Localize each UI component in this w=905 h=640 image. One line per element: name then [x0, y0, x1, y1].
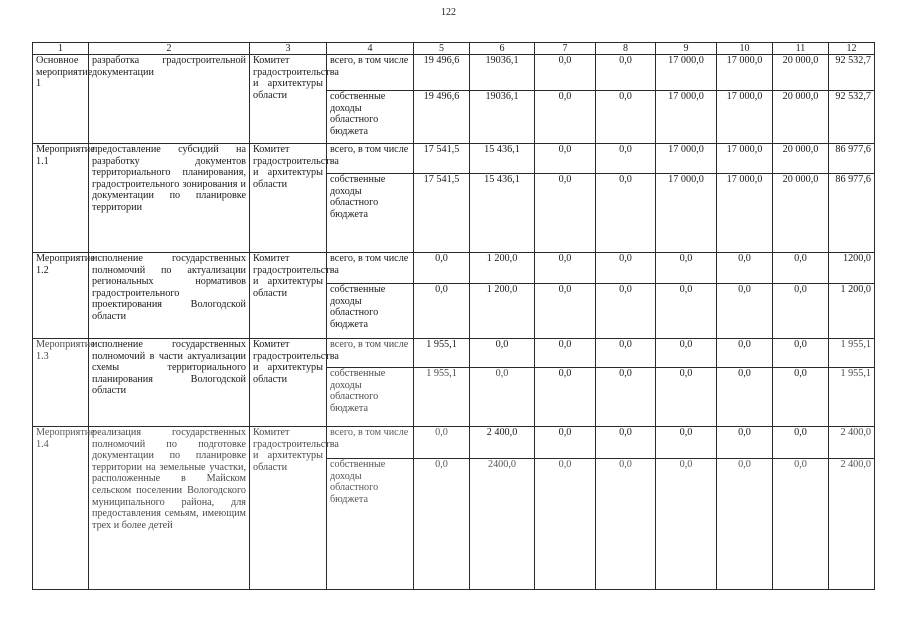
value-cell: 86 977,6 [829, 144, 875, 174]
value-cell: 0,0 [535, 339, 596, 368]
value-cell: 0,0 [414, 284, 470, 339]
executor-cell: Комитет градостроительства и архитектуры области [250, 427, 327, 590]
value-cell: 0,0 [773, 339, 829, 368]
description-cell: предоставление субсидий на разработку документов территориального планирования, градостроительного зонирования и документации по планировке территории [89, 144, 250, 253]
value-cell: 2 400,0 [470, 427, 535, 459]
table-row [33, 339, 875, 368]
value-cell: 19 496,6 [414, 91, 470, 144]
value-cell: 17 000,0 [717, 174, 773, 253]
value-cell: 92 532,7 [829, 55, 875, 91]
source-cell: собственные доходы областного бюджета [327, 459, 414, 590]
value-cell: 0,0 [414, 427, 470, 459]
value-cell: 17 000,0 [656, 91, 717, 144]
value-cell: 17 541,5 [414, 144, 470, 174]
value-cell: 17 000,0 [656, 55, 717, 91]
value-cell: 0,0 [535, 284, 596, 339]
column-number: 1 [33, 43, 89, 55]
column-number: 10 [717, 43, 773, 55]
value-cell: 0,0 [535, 368, 596, 427]
value-cell: 15 436,1 [470, 144, 535, 174]
value-cell: 0,0 [596, 55, 656, 91]
column-number: 2 [89, 43, 250, 55]
value-cell: 17 000,0 [656, 174, 717, 253]
value-cell: 0,0 [596, 284, 656, 339]
value-cell: 0,0 [596, 253, 656, 284]
value-cell: 0,0 [470, 368, 535, 427]
value-cell: 0,0 [773, 368, 829, 427]
source-cell: всего, в том числе [327, 339, 414, 368]
activity-cell: Мероприятие 1.4 [33, 427, 89, 590]
column-number: 7 [535, 43, 596, 55]
source-cell: всего, в том числе [327, 427, 414, 459]
value-cell: 0,0 [535, 55, 596, 91]
value-cell: 0,0 [535, 174, 596, 253]
description-cell: исполнение государственных полномочий в части актуализации схемы территориального планирования Вологодской области [89, 339, 250, 427]
source-cell: собственные доходы областного бюджета [327, 368, 414, 427]
value-cell: 20 000,0 [773, 91, 829, 144]
value-cell: 0,0 [717, 459, 773, 590]
column-number: 12 [829, 43, 875, 55]
value-cell: 0,0 [656, 368, 717, 427]
value-cell: 20 000,0 [773, 174, 829, 253]
value-cell: 0,0 [535, 144, 596, 174]
value-cell: 0,0 [470, 339, 535, 368]
value-cell: 86 977,6 [829, 174, 875, 253]
value-cell: 0,0 [717, 427, 773, 459]
column-number: 3 [250, 43, 327, 55]
value-cell: 17 000,0 [717, 144, 773, 174]
column-number: 5 [414, 43, 470, 55]
value-cell: 0,0 [535, 427, 596, 459]
value-cell: 19 496,6 [414, 55, 470, 91]
activity-cell: Мероприятие 1.3 [33, 339, 89, 427]
value-cell: 0,0 [717, 253, 773, 284]
value-cell: 17 000,0 [717, 55, 773, 91]
value-cell: 2 400,0 [829, 427, 875, 459]
value-cell: 0,0 [414, 459, 470, 590]
value-cell: 1 955,1 [414, 368, 470, 427]
value-cell: 0,0 [596, 339, 656, 368]
value-cell: 0,0 [596, 368, 656, 427]
source-cell: всего, в том числе [327, 55, 414, 91]
executor-cell: Комитет градостроительства и архитектуры области [250, 55, 327, 144]
source-cell: всего, в том числе [327, 253, 414, 284]
description-cell: реализация государственных полномочий по подготовке документации по планировке территории на земельные участки, расположенные в Майском сельском поселении Вологодского муниципального района, для предоставления семьям, имеющим трех и более детей [89, 427, 250, 590]
value-cell: 0,0 [773, 427, 829, 459]
value-cell: 0,0 [596, 144, 656, 174]
executor-cell: Комитет градостроительства и архитектуры области [250, 339, 327, 427]
column-number: 11 [773, 43, 829, 55]
column-number: 9 [656, 43, 717, 55]
value-cell: 1 200,0 [829, 284, 875, 339]
page-number: 122 [441, 7, 456, 18]
source-cell: собственные доходы областного бюджета [327, 174, 414, 253]
value-cell: 17 541,5 [414, 174, 470, 253]
value-cell: 1 200,0 [470, 253, 535, 284]
value-cell: 0,0 [717, 284, 773, 339]
executor-cell: Комитет градостроительства и архитектуры области [250, 144, 327, 253]
value-cell: 0,0 [656, 284, 717, 339]
source-cell: собственные доходы областного бюджета [327, 91, 414, 144]
value-cell: 0,0 [535, 253, 596, 284]
value-cell: 15 436,1 [470, 174, 535, 253]
value-cell: 20 000,0 [773, 144, 829, 174]
value-cell: 0,0 [773, 253, 829, 284]
value-cell: 0,0 [773, 459, 829, 590]
value-cell: 1 955,1 [414, 339, 470, 368]
value-cell: 1200,0 [829, 253, 875, 284]
value-cell: 17 000,0 [717, 91, 773, 144]
executor-cell: Комитет градостроительства и архитектуры области [250, 253, 327, 339]
value-cell: 0,0 [656, 459, 717, 590]
value-cell: 20 000,0 [773, 55, 829, 91]
value-cell: 2 400,0 [829, 459, 875, 590]
table-row [33, 427, 875, 459]
value-cell: 1 955,1 [829, 339, 875, 368]
column-number-row [33, 43, 875, 55]
value-cell: 0,0 [717, 368, 773, 427]
activity-cell: Мероприятие 1.2 [33, 253, 89, 339]
activity-cell: Основное мероприятие 1 [33, 55, 89, 144]
source-cell: собственные доходы областного бюджета [327, 284, 414, 339]
description-cell: разработка градостроительной документации [89, 55, 250, 144]
value-cell: 2400,0 [470, 459, 535, 590]
source-cell: всего, в том числе [327, 144, 414, 174]
value-cell: 0,0 [596, 174, 656, 253]
value-cell: 1 200,0 [470, 284, 535, 339]
table-row [33, 144, 875, 174]
value-cell: 17 000,0 [656, 144, 717, 174]
table-row [33, 253, 875, 284]
value-cell: 1 955,1 [829, 368, 875, 427]
value-cell: 0,0 [717, 339, 773, 368]
value-cell: 0,0 [596, 427, 656, 459]
value-cell: 19036,1 [470, 91, 535, 144]
budget-table [32, 42, 875, 590]
value-cell: 0,0 [414, 253, 470, 284]
value-cell: 19036,1 [470, 55, 535, 91]
column-number: 4 [327, 43, 414, 55]
value-cell: 0,0 [656, 339, 717, 368]
value-cell: 0,0 [535, 91, 596, 144]
column-number: 8 [596, 43, 656, 55]
value-cell: 0,0 [535, 459, 596, 590]
value-cell: 0,0 [656, 253, 717, 284]
activity-cell: Мероприятие 1.1 [33, 144, 89, 253]
value-cell: 0,0 [773, 284, 829, 339]
description-cell: исполнение государственных полномочий по актуализации региональных нормативов градостроительного проектирования Вологодской области [89, 253, 250, 339]
value-cell: 0,0 [596, 91, 656, 144]
value-cell: 0,0 [596, 459, 656, 590]
value-cell: 92 532,7 [829, 91, 875, 144]
column-number: 6 [470, 43, 535, 55]
value-cell: 0,0 [656, 427, 717, 459]
table-row [33, 55, 875, 91]
